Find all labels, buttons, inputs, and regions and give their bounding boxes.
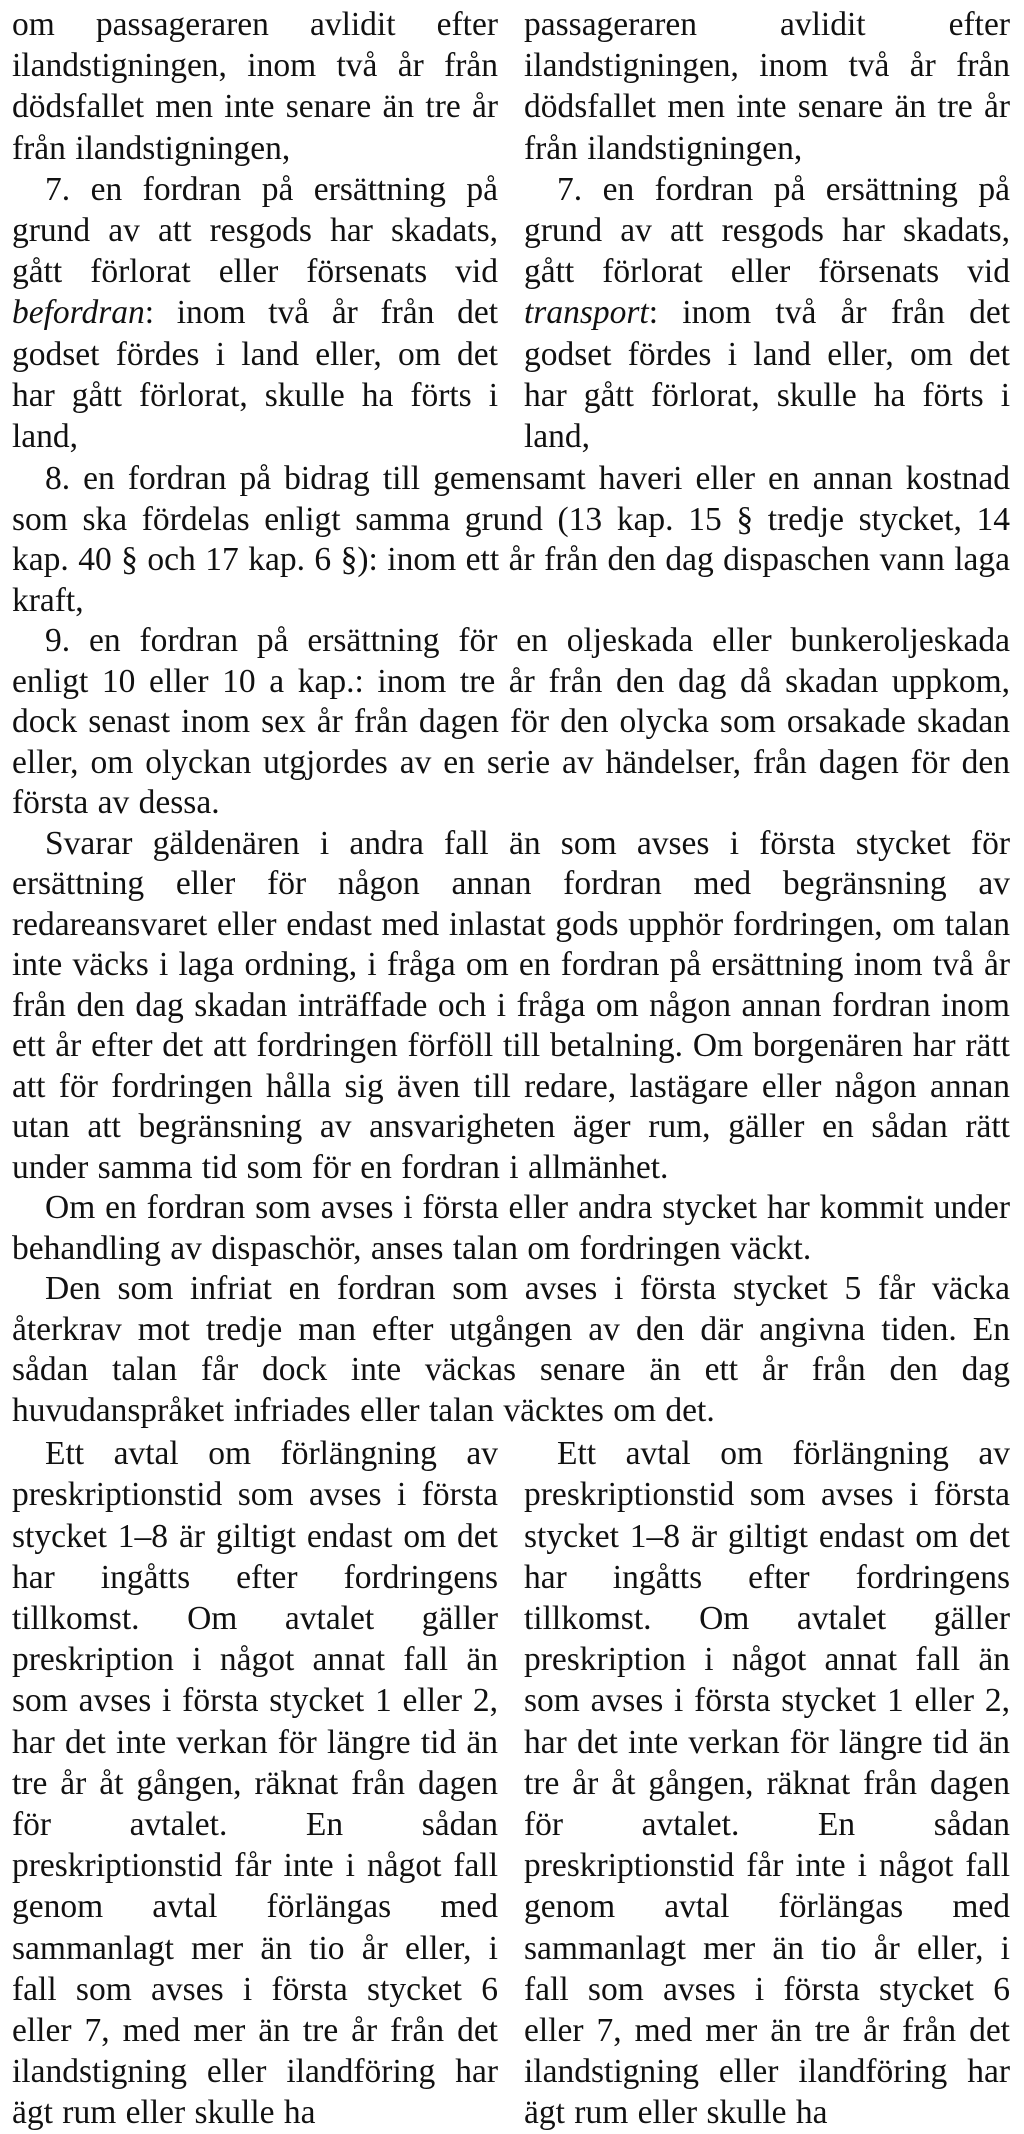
left-column-current-text bbox=[12, 4, 498, 457]
item-7-text-end: : inom två år från det godset fördes i land eller, om det har gått förlorat, skulle ha förts i land, bbox=[12, 294, 498, 456]
right-column-proposed-text bbox=[524, 4, 1010, 457]
item-7-emphasis: befordran bbox=[12, 294, 145, 332]
agreement-paragraph: Ett avtal om förlängning av preskriptionstid som avses i första stycket 1–8 är giltigt endast om det har ingåtts efter fordringens tillkomst. Om avtalet gäller preskription i något annat fall än som avses i första stycket 1 eller 2, har det inte verkan för längre tid än tre år åt gången, räknat från dagen för avtalet. En sådan preskriptionstid får inte i något fall genom avtal förlängas med sammanlagt mer än tio år eller, i fall som avses i första stycket 6 eller 7, med mer än tre år från det ilandstigning eller ilandföring har ägt rum eller skulle ha bbox=[524, 1435, 1010, 2132]
right-column-proposed-text bbox=[524, 1433, 1010, 2133]
agreement-paragraph: Ett avtal om förlängning av preskriptionstid som avses i första stycket 1–8 är giltigt endast om det har ingåtts efter fordringens tillkomst. Om avtalet gäller preskription i något annat fall än som avses i första stycket 1 eller 2, har det inte verkan för längre tid än tre år åt gången, räknat från dagen för avtalet. En sådan preskriptionstid får inte i något fall genom avtal förlängas med sammanlagt mer än tio år eller, i fall som avses i första stycket 6 eller 7, med mer än tre år från det ilandstigning eller ilandföring har ägt rum eller skulle ha bbox=[12, 1435, 498, 2132]
item-7-paragraph bbox=[12, 169, 498, 457]
fourth-paragraph: Den som infriat en fordran som avses i första stycket 5 får väcka återkrav mot tredje man efter utgången av den där angivna tiden. En sådan talan får dock inte väckas senare än ett år från den dag huvudanspråket infriades eller talan väcktes om det. bbox=[12, 1270, 1010, 1429]
paragraph: passageraren avlidit efter ilandstigningen, inom två år från dödsfallet men inte senare än tre år från ilandstigningen, bbox=[524, 6, 1010, 167]
item-7-text-end: : inom två år från det godset fördes i land eller, om det har gått förlorat, skulle ha förts i land, bbox=[524, 294, 1010, 456]
paragraph: om passageraren avlidit efter ilandstigningen, inom två år från dödsfallet men inte senare än tre år från ilandstigningen, bbox=[12, 6, 498, 167]
item-8-paragraph: 8. en fordran på bidrag till gemensamt haveri eller en annan kostnad som ska fördelas enligt samma grund (13 kap. 15 § tredje stycket, 14 kap. 40 § och 17 kap. 6 §): inom ett år från den dag dispaschen vann laga kraft, bbox=[12, 460, 1010, 619]
top-two-column-section bbox=[12, 4, 1010, 457]
second-paragraph: Svarar gäldenären i andra fall än som avses i första stycket för ersättning eller för någon annan fordran med begränsning av redareansvaret eller endast med inlastat gods upphör fordringen, om talan inte väcks i laga ordning, i fråga om en fordran på ersättning inom två år från den dag skadan inträffade och i fråga om någon annan fordran inom ett år efter det att fordringen förföll till betalning. Om borgenären har rätt att för fordringen hålla sig även till redare, lastägare eller någon annan utan att begränsning av ansvarigheten äger rum, gäller en sådan rätt under samma tid som för en fordran i allmänhet. bbox=[12, 824, 1010, 1186]
bottom-two-column-section bbox=[12, 1433, 1010, 2133]
left-column-current-text bbox=[12, 1433, 498, 2133]
item-7-paragraph bbox=[524, 169, 1010, 457]
item-7-emphasis: transport bbox=[524, 294, 649, 332]
full-width-section bbox=[12, 459, 1010, 1431]
item-9-paragraph: 9. en fordran på ersättning för en oljeskada eller bunkeroljeskada enligt 10 eller 10 a kap.: inom tre år från den dag då skadan uppkom, dock senast inom sex år från dagen för den olycka som orsakade skadan eller, om olyckan utgjordes av en serie av händelser, från dagen för den första av dessa. bbox=[12, 622, 1010, 822]
third-paragraph: Om en fordran som avses i första eller andra stycket har kommit under behandling av dispaschör, anses talan om fordringen väckt. bbox=[12, 1189, 1010, 1267]
item-7-text-start: 7. en fordran på ersättning på grund av att resgods har skadats, gått förlorat eller försenats vid bbox=[12, 170, 498, 291]
item-7-text-start: 7. en fordran på ersättning på grund av att resgods har skadats, gått förlorat eller försenats vid bbox=[524, 170, 1010, 291]
